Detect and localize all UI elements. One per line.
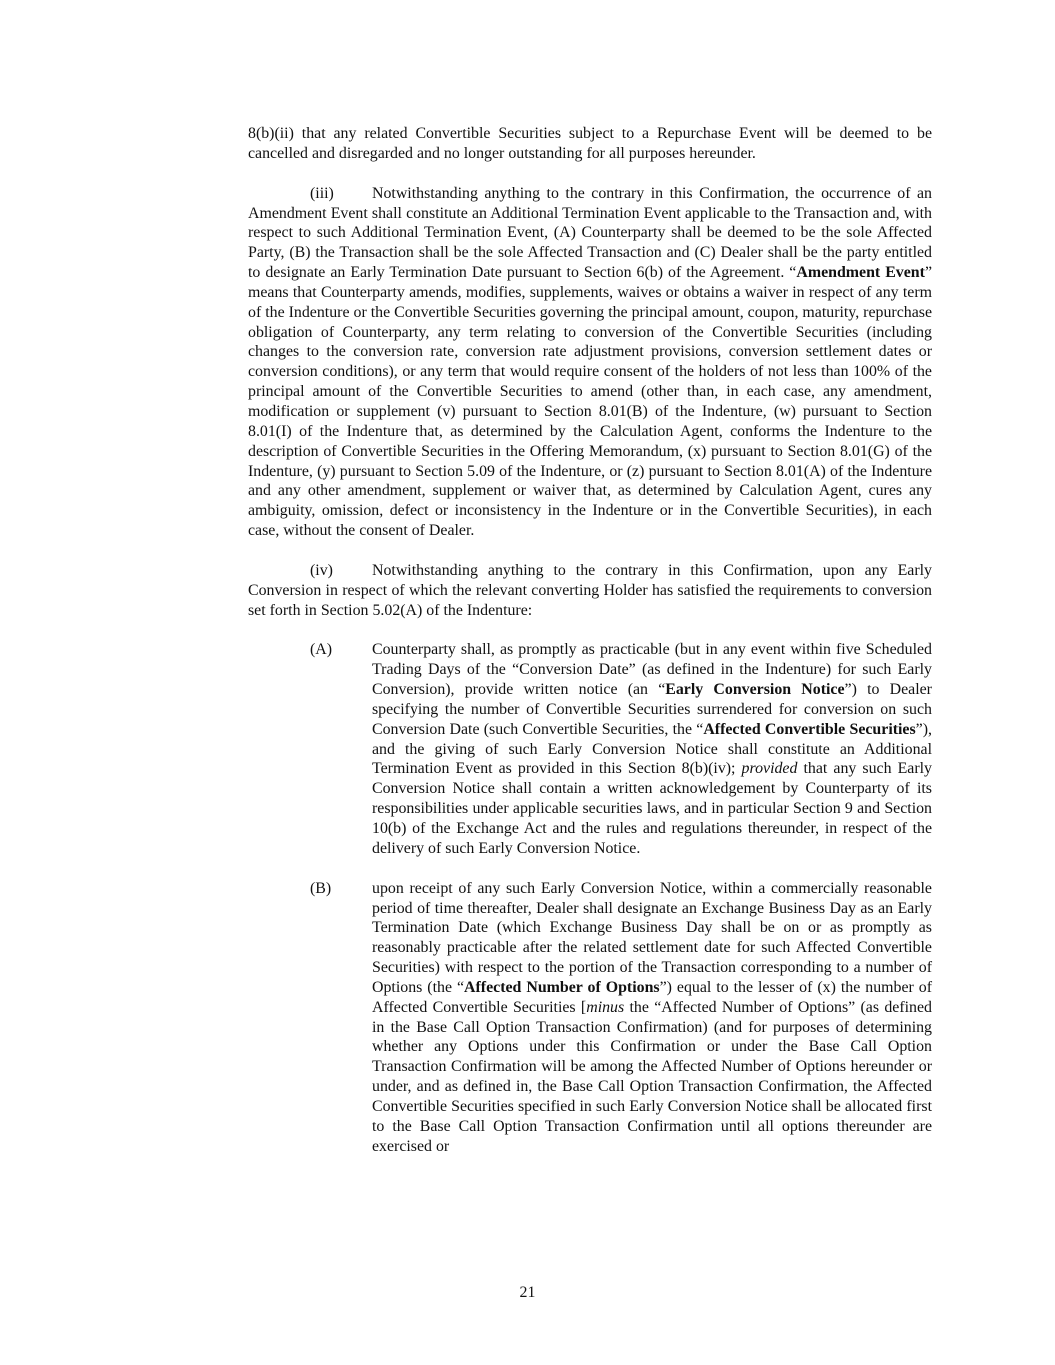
list-item-label: (A) — [310, 641, 333, 659]
list-item-label: (B) — [310, 879, 332, 897]
paragraph-iv: (iv) Notwithstanding anything to the contrary in this Confirmation, upon any Early Conversion in respect of which the relevant converting Holder has satisfied the requirements to conversion set forth in Section 5.02(A) of the Indenture: — [248, 561, 932, 619]
paragraph-iii: (iii) Notwithstanding anything to the contrary in this Confirmation, the occurrence of an Amendment Event shall constitute an Additional Termination Event applicable to the Transaction and, with respect to such Additional Termination Event, (A) Counterparty shall be deemed to be the sole Affected Party, (B) the Transaction shall be the sole Affected Transaction and (C) Dealer shall be the party entitled to designate an Early Termination Date pursuant to Section 6(b) of the Agreement. “Amendment Event” means that Counterparty amends, modifies, supplements, waives or obtains a waiver in respect of any term of the Indenture or the Convertible Securities governing the principal amount, coupon, maturity, repurchase obligation of Counterparty, any term relating to conversion of the Convertible Securities (including changes to the conversion rate, conversion rate adjustment provisions, conversion settlement dates or conversion conditions), or any term that would require consent of the holders of not less than 100% of the principal amount of the Convertible Securities to amend (other than, in each case, any amendment, modification or supplement (v) pursuant to Section 8.01(B) of the Indenture, (w) pursuant to Section 8.01(I) of the Indenture that, as determined by the Calculation Agent, conforms the Indenture to the description of Convertible Securities in the Offering Memorandum, (x) pursuant to Section 8.01(G) of the Indenture, (y) pursuant to Section 5.09 of the Indenture, or (z) pursuant to Section 8.01(A) of the Indenture and any other amendment, supplement or waiver that, as determined by Calculation Agent, cures any ambiguity, omission, defect or inconsistency in the Indenture or in the Convertible Securities), in each case, without the consent of Dealer. — [248, 184, 932, 540]
defined-term: Affected Number of Options — [464, 978, 660, 996]
emphasis: provided — [741, 760, 798, 778]
list-item-b: (B) upon receipt of any such Early Conversion Notice, within a commercially reasonable period of time thereafter, Dealer shall designate an Exchange Business Day as an Early Termination Date (which Exchange Business Day shall be on or as promptly as reasonably practicable after the related settlement date for such Affected Convertible Securities) with respect to the portion of the Transaction corresponding to a number of Options (the “Affected Number of Options”) equal to the lesser of (x) the number of Affected Convertible Securities [minus the “Affected Number of Options” (as defined in the Base Call Option Transaction Confirmation) (and for purposes of determining whether any Options under this Confirmation or under the Base Call Option Transaction Confirmation will be among the Affected Number of Options hereunder or under, and as defined in, the Base Call Option Transaction Confirmation, the Affected Convertible Securities specified in such Early Conversion Notice shall be allocated first to the Base Call Option Transaction Confirmation until all options thereunder are exercised or — [310, 879, 933, 1155]
defined-term: Early Conversion Notice — [665, 681, 845, 699]
paragraph-number: (iv) — [310, 561, 333, 579]
defined-term: Affected Convertible Securities — [703, 720, 916, 738]
paragraph-gap — [248, 620, 932, 640]
paragraph-gap — [248, 541, 932, 561]
paragraph-gap — [248, 164, 932, 184]
defined-term: Amendment Event — [796, 264, 925, 282]
page-number: 21 — [519, 1284, 536, 1301]
document-page — [248, 124, 932, 1157]
emphasis: minus — [586, 998, 625, 1016]
paragraph-number: (iii) — [310, 184, 334, 202]
paragraph-gap — [248, 859, 932, 879]
list-item-a: (A) Counterparty shall, as promptly as practicable (but in any event within five Scheduled Trading Days of the “Conversion Date” (as defined in the Indenture) for such Early Conversion), provide written notice (an “Early Conversion Notice”) to Dealer specifying the number of Convertible Securities surrendered for conversion on such Conversion Date (such Convertible Securities, the “Affected Convertible Securities”), and the giving of such Early Conversion Notice shall constitute an Additional Termination Event as provided in this Section 8(b)(iv); provided that any such Early Conversion Notice shall contain a written acknowledgement by Counterparty of its responsibilities under applicable securities laws, and in particular Section 9 and Section 10(b) of the Exchange Act and the rules and regulations thereunder, in respect of the delivery of such Early Conversion Notice. — [310, 641, 932, 857]
paragraph-continuation: 8(b)(ii) that any related Convertible Securities subject to a Repurchase Event will be deemed to be cancelled and disregarded and no longer outstanding for all purposes hereunder. — [248, 125, 932, 162]
